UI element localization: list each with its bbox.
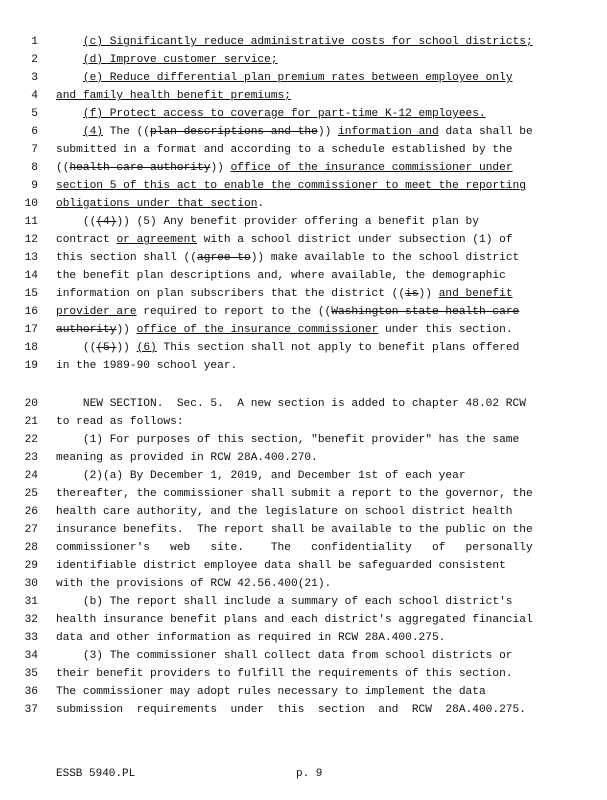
line-text: [56, 485, 595, 503]
document-line: [0, 701, 607, 719]
line-text: [56, 213, 595, 231]
deleted-text: health care authority: [69, 162, 211, 174]
text-segment: [56, 54, 83, 66]
inserted-text: (d) Improve customer service;: [82, 54, 278, 66]
line-number: 30: [24, 578, 38, 590]
text-segment: (1) For purposes of this section, "benefit provider" has the same: [56, 434, 520, 446]
inserted-text: (f) Protect access to coverage for part-time K-12 employees.: [82, 108, 486, 120]
document-line: [0, 431, 607, 449]
text-segment: contract: [56, 234, 117, 246]
document-line: [0, 87, 607, 105]
text-segment: required to report to the ((: [136, 306, 332, 318]
deleted-text: authority: [56, 324, 117, 336]
line-text: [56, 69, 595, 87]
text-segment: ((: [56, 162, 70, 174]
text-segment: (3) The commissioner shall collect data from school districts or: [56, 650, 513, 662]
deleted-text: is: [405, 288, 419, 300]
text-segment: )) make available to the school district: [250, 252, 520, 264]
text-segment: the benefit plan descriptions and, where available, the demographic: [56, 270, 506, 282]
line-number: 13: [24, 252, 38, 264]
line-text: [56, 123, 595, 141]
document-line: [0, 159, 607, 177]
footer-page-number: p. 9: [296, 768, 323, 780]
line-text: [56, 51, 595, 69]
document-line: [0, 285, 607, 303]
inserted-text: office of the insurance commissioner: [136, 324, 379, 336]
line-text: [56, 159, 595, 177]
text-segment: under this section.: [378, 324, 513, 336]
line-number: 34: [24, 650, 38, 662]
text-segment: thereafter, the commissioner shall submit a report to the governor, the: [56, 488, 533, 500]
line-text: [56, 87, 595, 105]
text-segment: submission requirements under this section and RCW 28A.400.275.: [56, 704, 526, 716]
line-text: [56, 449, 595, 467]
document-line: [0, 503, 607, 521]
line-number: 12: [24, 234, 38, 246]
line-text: [56, 395, 595, 413]
document-line: [0, 33, 607, 51]
line-text: [56, 357, 595, 375]
document-line: [0, 521, 607, 539]
line-text: [56, 303, 595, 321]
text-segment: )): [418, 288, 439, 300]
line-number: 5: [31, 108, 38, 120]
line-number: 6: [31, 126, 38, 138]
text-segment: )): [317, 126, 339, 138]
line-number: 8: [31, 162, 38, 174]
line-number: 16: [24, 306, 38, 318]
line-text: [56, 321, 595, 339]
line-text: [56, 629, 595, 647]
line-text: [56, 701, 595, 719]
text-segment: NEW SECTION. Sec. 5. A new section is added to chapter 48.02 RCW: [56, 398, 526, 410]
line-number: 37: [24, 704, 38, 716]
document-line: [0, 123, 607, 141]
document-line: [0, 683, 607, 701]
document-line: [0, 575, 607, 593]
text-segment: identifiable district employee data shall be safeguarded consistent: [56, 560, 506, 572]
line-text: [56, 575, 595, 593]
document-line: [0, 557, 607, 575]
document-line: [0, 357, 607, 375]
text-segment: [56, 126, 83, 138]
line-text: [56, 141, 595, 159]
text-segment: )): [116, 324, 137, 336]
text-segment: ((: [56, 342, 97, 354]
line-number: 35: [24, 668, 38, 680]
document-line: [0, 195, 607, 213]
line-number: 11: [24, 216, 38, 228]
line-text: [56, 647, 595, 665]
line-number: 4: [31, 90, 38, 102]
document-line: [0, 467, 607, 485]
inserted-text: section 5 of this act to enable the commissioner to meet the reporting: [56, 180, 526, 192]
line-number: 21: [24, 416, 38, 428]
footer-bill-id: ESSB 5940.PL: [56, 768, 136, 780]
document-line: [0, 303, 607, 321]
deleted-text: agree to: [197, 252, 251, 264]
line-number: 27: [24, 524, 38, 536]
text-segment: )) (5) Any benefit provider offering a benefit plan by: [116, 216, 479, 228]
line-text: [56, 33, 595, 51]
document-line: [0, 611, 607, 629]
deleted-text: Washington state health care: [331, 306, 520, 318]
text-segment: )): [210, 162, 231, 174]
text-segment: This section shall not apply to benefit plans offered: [156, 342, 520, 354]
line-text: [56, 521, 595, 539]
line-number: 25: [24, 488, 38, 500]
line-text: [56, 557, 595, 575]
line-number: 18: [24, 342, 38, 354]
line-number: 15: [24, 288, 38, 300]
line-text: [56, 267, 595, 285]
line-number: 10: [24, 198, 38, 210]
text-segment: their benefit providers to fulfill the requirements of this section.: [56, 668, 513, 680]
line-number: 14: [24, 270, 38, 282]
line-number: 24: [24, 470, 38, 482]
document-line: [0, 51, 607, 69]
text-segment: in the 1989-90 school year.: [56, 360, 238, 372]
document-line: [0, 339, 607, 357]
line-number: 32: [24, 614, 38, 626]
line-text: [56, 467, 595, 485]
text-segment: .: [257, 198, 265, 210]
inserted-text: (6): [136, 342, 157, 354]
line-text: [56, 539, 595, 557]
inserted-text: office of the insurance commissioner under: [230, 162, 513, 174]
document-line: [0, 413, 607, 431]
text-segment: The ((: [103, 126, 151, 138]
text-segment: health care authority, and the legislature on school district health: [56, 506, 513, 518]
document-line: [0, 593, 607, 611]
line-text: [56, 413, 595, 431]
line-text: [56, 195, 595, 213]
text-segment: [56, 36, 83, 48]
line-number: 29: [24, 560, 38, 572]
document-line: [0, 629, 607, 647]
text-segment: insurance benefits. The report shall be available to the public on the: [56, 524, 533, 536]
line-number: 36: [24, 686, 38, 698]
deleted-text: plan descriptions and the: [150, 126, 318, 138]
line-text: [56, 593, 595, 611]
line-number: 7: [31, 144, 38, 156]
document-line: [0, 485, 607, 503]
line-number: 17: [24, 324, 38, 336]
text-segment: to read as follows:: [56, 416, 184, 428]
line-number: 22: [24, 434, 38, 446]
line-number: 1: [31, 36, 38, 48]
document-line: [0, 231, 607, 249]
line-text: [56, 611, 595, 629]
inserted-text: obligations under that section: [56, 198, 258, 210]
line-text: [56, 339, 595, 357]
line-number: 9: [31, 180, 38, 192]
inserted-text: and family health benefit premiums;: [56, 90, 291, 102]
text-segment: [56, 108, 83, 120]
text-segment: (2)(a) By December 1, 2019, and December 1st of each year: [56, 470, 466, 482]
line-text: [56, 683, 595, 701]
text-segment: health insurance benefit plans and each district's aggregated financial: [56, 614, 533, 626]
text-segment: [56, 72, 83, 84]
text-segment: submitted in a format and according to a schedule established by the: [56, 144, 513, 156]
text-segment: data shall be: [438, 126, 533, 138]
text-segment: The commissioner may adopt rules necessary to implement the data: [56, 686, 486, 698]
line-number: 3: [31, 72, 38, 84]
document-line: [0, 267, 607, 285]
document-line: [0, 665, 607, 683]
line-number: 20: [24, 398, 38, 410]
document-line: [0, 141, 607, 159]
line-number: 28: [24, 542, 38, 554]
document-line: [0, 105, 607, 123]
deleted-text: (5): [96, 342, 117, 354]
document-line: [0, 395, 607, 413]
document-line: [0, 539, 607, 557]
line-text: [56, 105, 595, 123]
text-segment: this section shall ((: [56, 252, 197, 264]
line-number: 19: [24, 360, 38, 372]
line-number: 23: [24, 452, 38, 464]
inserted-text: (4): [82, 126, 104, 138]
deleted-text: (4): [96, 216, 117, 228]
text-segment: information on plan subscribers that the district ((: [56, 288, 406, 300]
text-segment: ((: [56, 216, 97, 228]
line-text: [56, 249, 595, 267]
line-text: [56, 665, 595, 683]
line-text: [56, 231, 595, 249]
line-number: 26: [24, 506, 38, 518]
line-text: [56, 285, 595, 303]
text-segment: with a school district under subsection (1) of: [197, 234, 513, 246]
inserted-text: and benefit: [438, 288, 513, 300]
document-line: [0, 321, 607, 339]
line-text: [56, 503, 595, 521]
line-number: 2: [31, 54, 38, 66]
document-line: [0, 449, 607, 467]
text-segment: (b) The report shall include a summary of each school district's: [56, 596, 513, 608]
text-segment: commissioner's web site. The confidentiality of personally: [56, 542, 533, 554]
document-line: [0, 69, 607, 87]
inserted-text: (c) Significantly reduce administrative costs for school districts;: [82, 36, 533, 48]
line-number: 31: [24, 596, 38, 608]
text-segment: )): [116, 342, 137, 354]
document-line: [0, 647, 607, 665]
document-line: [0, 249, 607, 267]
text-segment: data and other information as required in RCW 28A.400.275.: [56, 632, 446, 644]
text-segment: meaning as provided in RCW 28A.400.270.: [56, 452, 318, 464]
document-line: [0, 177, 607, 195]
line-text: [56, 177, 595, 195]
line-number: 33: [24, 632, 38, 644]
inserted-text: or agreement: [116, 234, 198, 246]
text-segment: with the provisions of RCW 42.56.400(21).: [56, 578, 332, 590]
inserted-text: (e) Reduce differential plan premium rates between employee only: [82, 72, 513, 84]
inserted-text: provider are: [56, 306, 137, 318]
document-line: [0, 213, 607, 231]
inserted-text: information and: [338, 126, 439, 138]
line-text: [56, 431, 595, 449]
